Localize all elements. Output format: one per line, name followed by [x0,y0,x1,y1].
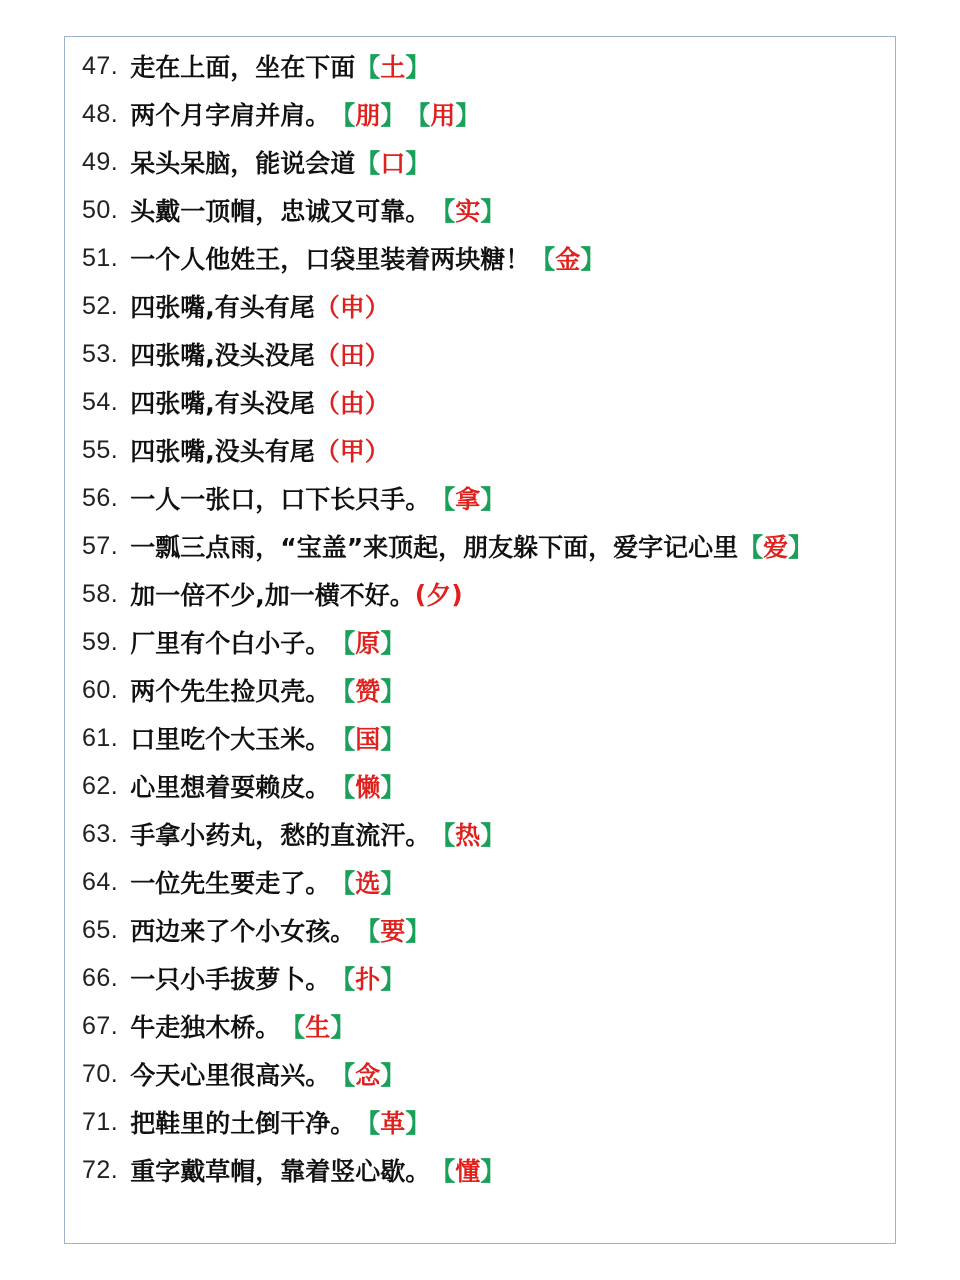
answer-bracket-close: 】 [480,485,506,514]
riddle-row [82,282,892,330]
riddle-answer: 扑 [355,965,381,994]
riddle-number: 64. [82,867,119,896]
riddle-row [82,42,892,90]
riddle-row [82,570,892,618]
riddle-text: 一瓢三点雨，“宝盖”来顶起，朋友躲下面，爱字记心里 [130,533,739,562]
riddle-text: 一位先生要走了。 [130,869,331,898]
riddle-number: 55. [82,435,119,464]
riddle-number: 72. [82,1155,119,1184]
riddle-number: 50. [82,195,119,224]
riddle-answer: 金 [555,245,581,274]
riddle-number: 59. [82,627,119,656]
riddle-row [82,714,892,762]
answer-bracket-close: 】 [580,245,606,274]
answer-bracket-close: 】 [480,821,506,850]
riddle-row [82,90,892,138]
answer-bracket-open: 【 [738,533,764,562]
riddle-number: 49. [82,147,119,176]
answer-bracket-open: 【 [330,725,356,754]
riddle-row [82,810,892,858]
riddle-row [82,378,892,426]
answer-bracket-open: 【 [430,821,456,850]
riddle-text: 四张嘴,有头有尾 [130,293,315,322]
riddle-text: 四张嘴,有头没尾 [130,389,315,418]
answer-bracket-close: ） [364,293,390,322]
riddle-text: 四张嘴,没头有尾 [130,437,315,466]
riddle-number: 67. [82,1011,119,1040]
riddle-number: 51. [82,243,119,272]
riddle-row [82,1002,892,1050]
answer-bracket-open: 【 [330,677,356,706]
riddle-text: 西边来了个小女孩。 [130,917,356,946]
riddle-row [82,954,892,1002]
riddle-row [82,1050,892,1098]
answer-bracket-open: 【 [330,869,356,898]
riddle-number: 53. [82,339,119,368]
riddle-answer: 革 [380,1109,406,1138]
riddle-answer: 选 [355,869,381,898]
riddle-answer: 夕 [426,581,452,610]
riddle-answer: 口 [380,149,406,178]
riddle-number: 62. [82,771,119,800]
riddle-number: 61. [82,723,119,752]
riddle-text: 头戴一顶帽，忠诚又可靠。 [130,197,431,226]
riddle-number: 71. [82,1107,119,1136]
answer-bracket-open: 【 [330,773,356,802]
answer-bracket-open: 【 [330,629,356,658]
answer-bracket-close: 】 [480,197,506,226]
answer-bracket-close: 】 [380,869,406,898]
riddle-text: 心里想着耍赖皮。 [130,773,331,802]
riddle-answer: 实 [455,197,481,226]
answer-bracket-open: 【 [530,245,556,274]
answer-bracket-open: 【 [330,101,356,130]
riddle-number: 57. [82,531,119,560]
riddle-row [82,1098,892,1146]
answer-bracket-open: 【 [430,485,456,514]
riddle-answer: 由 [339,389,365,418]
answer-bracket-open: （ [314,293,340,322]
answer-bracket-close: 】 [480,1157,506,1186]
riddle-text: 把鞋里的土倒干净。 [130,1109,356,1138]
riddle-number: 54. [82,387,119,416]
answer-bracket-close: ） [364,389,390,418]
riddle-number: 66. [82,963,119,992]
riddle-answer: 朋 [355,101,381,130]
riddle-number: 58. [82,579,119,608]
riddle-number: 65. [82,915,119,944]
answer-bracket-close: ） [364,341,390,370]
answer-bracket-close: 】 [380,101,406,130]
answer-bracket-open: 【 [430,1157,456,1186]
riddle-text: 走在上面，坐在下面 [130,53,356,82]
answer-bracket-close: 】 [380,677,406,706]
riddle-row [82,330,892,378]
riddle-number: 63. [82,819,119,848]
riddle-row [82,474,892,522]
riddle-text: 口里吃个大玉米。 [130,725,331,754]
riddle-number: 56. [82,483,119,512]
riddle-text: 一只小手拔萝卜。 [130,965,331,994]
answer-bracket-close: 】 [405,149,431,178]
riddle-answer: 国 [355,725,381,754]
riddle-text: 牛走独木桥。 [130,1013,281,1042]
answer-bracket-close: 】 [788,533,814,562]
riddle-answer: 土 [380,53,406,82]
riddle-answer: 懂 [455,1157,481,1186]
riddle-answer: 甲 [339,437,365,466]
answer-bracket-close: ) [451,579,463,609]
answer-bracket-open: 【 [330,965,356,994]
riddle-number: 48. [82,99,119,128]
riddle-row [82,234,892,282]
riddle-text: 厂里有个白小子。 [130,629,331,658]
answer-bracket-open: 【 [355,53,381,82]
answer-bracket-open: ( [414,579,427,609]
answer-bracket-close: 】 [380,725,406,754]
riddle-text: 一人一张口，口下长只手。 [130,485,431,514]
riddle-row [82,186,892,234]
answer-bracket-open: 【 [280,1013,306,1042]
answer-bracket-open: 【 [355,149,381,178]
riddle-row [82,858,892,906]
answer-bracket-close: 】 [405,1109,431,1138]
riddle-text: 手拿小药丸，愁的直流汗。 [130,821,431,850]
answer-bracket-open: 【 [405,101,431,130]
answer-bracket-close: 】 [330,1013,356,1042]
answer-bracket-close: ） [364,437,390,466]
answer-bracket-close: 】 [380,1061,406,1090]
riddle-number: 70. [82,1059,119,1088]
riddle-number: 60. [82,675,119,704]
riddle-answer: 原 [355,629,381,658]
riddle-row [82,618,892,666]
riddle-answer: 拿 [455,485,481,514]
riddle-row [82,906,892,954]
riddle-answer: 热 [455,821,481,850]
answer-bracket-open: 【 [330,1061,356,1090]
riddle-text: 重字戴草帽，靠着竖心歇。 [130,1157,431,1186]
riddle-text: 一个人他姓王，口袋里装着两块糖！ [130,245,531,274]
riddle-answer: 念 [355,1061,381,1090]
answer-bracket-open: 【 [430,197,456,226]
riddle-answer: 赞 [355,677,381,706]
answer-bracket-open: 【 [355,1109,381,1138]
riddle-number: 47. [82,51,119,80]
riddle-text: 两个月字肩并肩。 [130,101,331,130]
riddle-text: 两个先生捡贝壳。 [130,677,331,706]
answer-bracket-open: （ [314,341,340,370]
riddle-text: 四张嘴,没头没尾 [130,341,315,370]
riddle-number: 52. [82,291,119,320]
answer-bracket-open: （ [314,437,340,466]
riddle-text: 加一倍不少,加一横不好。 [130,581,415,610]
riddle-text: 呆头呆脑，能说会道 [130,149,356,178]
answer-bracket-close: 】 [455,101,481,130]
riddle-answer: 田 [339,341,365,370]
answer-bracket-open: （ [314,389,340,418]
answer-bracket-close: 】 [405,53,431,82]
riddle-answer: 申 [339,293,365,322]
riddle-answer: 生 [305,1013,331,1042]
riddle-row [82,762,892,810]
riddle-list [82,42,892,1194]
riddle-text: 今天心里很高兴。 [130,1061,331,1090]
answer-bracket-open: 【 [355,917,381,946]
riddle-row [82,666,892,714]
answer-bracket-close: 】 [380,629,406,658]
riddle-row [82,426,892,474]
answer-bracket-close: 】 [405,917,431,946]
riddle-answer: 懒 [355,773,381,802]
riddle-answer: 用 [430,101,456,130]
riddle-row [82,522,892,570]
riddle-row [82,1146,892,1194]
riddle-answer: 爱 [763,533,789,562]
answer-bracket-close: 】 [380,773,406,802]
riddle-row [82,138,892,186]
answer-bracket-close: 】 [380,965,406,994]
riddle-answer: 要 [380,917,406,946]
